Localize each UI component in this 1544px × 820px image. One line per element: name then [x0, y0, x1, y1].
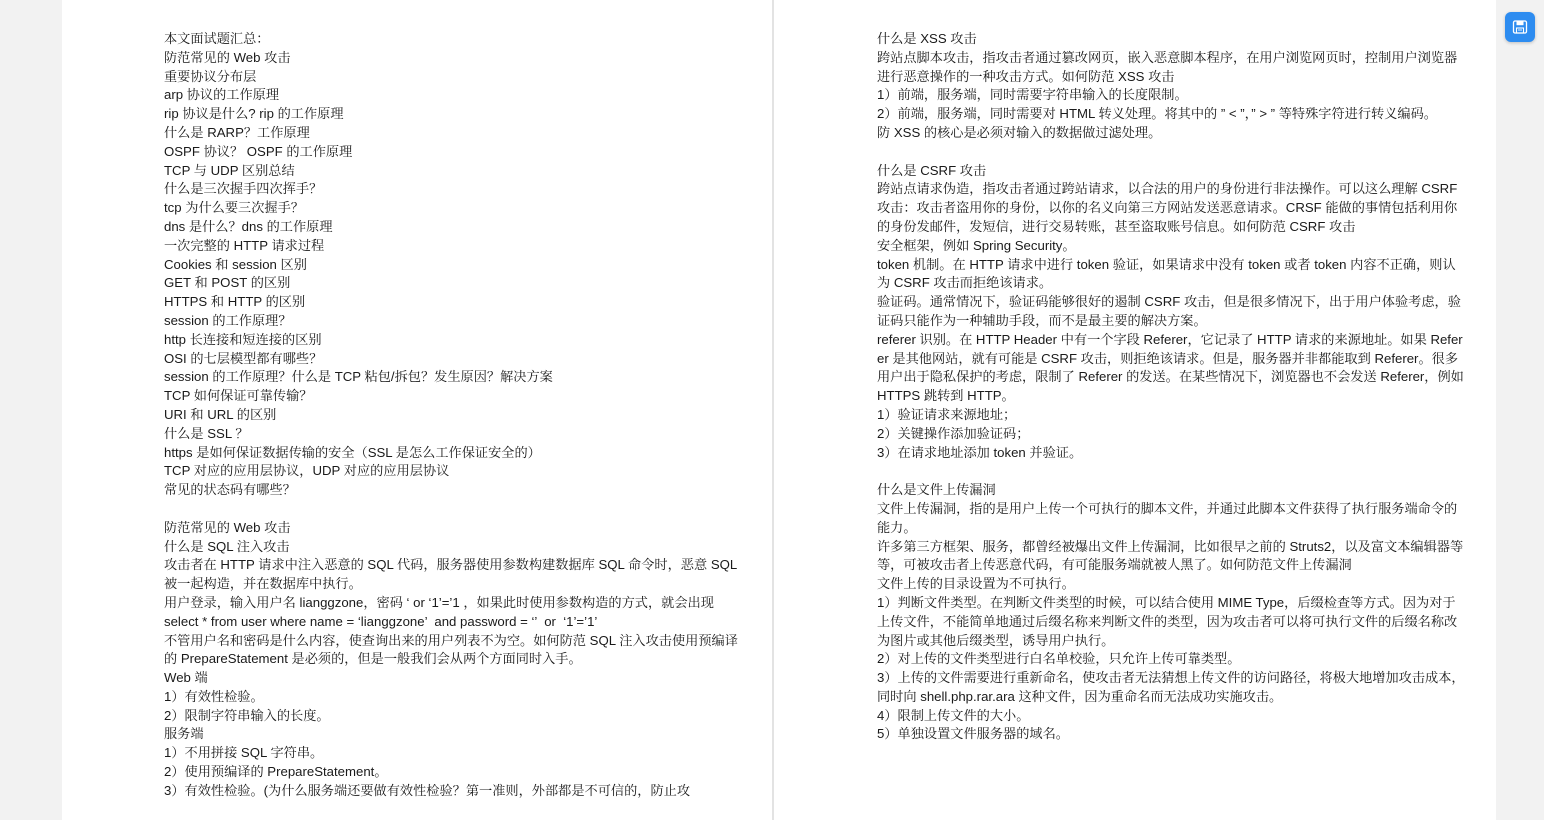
document-page-right	[774, 0, 1496, 820]
text-line: 2）限制字符串输入的长度。	[164, 707, 330, 723]
text-line: 1）验证请求来源地址；	[877, 406, 1017, 422]
text-line: OSI 的七层模型都有哪些？	[164, 350, 323, 366]
text-line: 2）对上传的文件类型进行白名单校验，只允许上传可靠类型。	[877, 651, 1241, 667]
text-line: http 长连接和短连接的区别	[164, 331, 322, 347]
text-line: 防范常见的 Web 攻击	[164, 49, 291, 65]
paragraph-spacer	[877, 462, 1467, 481]
text-line: session 的工作原理？什么是 TCP 粘包/拆包？发生原因？解决方案	[164, 369, 553, 385]
text-line: 许多第三方框架、服务，都曾经被爆出文件上传漏洞，比如很早之前的 Struts2，以及富文本编辑器等等，可被攻击者上传恶意代码，有可能服务端就被人黑了。如何防范文件上传漏洞	[877, 538, 1464, 573]
text-line: 什么是文件上传漏洞	[877, 482, 996, 498]
right-column-text	[877, 30, 1467, 744]
text-line: 2）前端，服务端，同时需要对 HTML 转义处理。将其中的 ” < ”，” > ” 等特殊字符进行转义编码。	[877, 106, 1437, 122]
document-page-left	[62, 0, 772, 820]
text-line: 3）上传的文件需要进行重新命名，使攻击者无法猜想上传文件的访问路径，将极大地增加攻击成本，同时向 shell.php.rar.ara 这种文件，因为重命名而无法成功实施攻击。	[877, 670, 1465, 704]
text-line: 1）不用拼接 SQL 字符串。	[164, 745, 324, 761]
text-line: 什么是 XSS 攻击	[877, 31, 977, 46]
text-line: 3）在请求地址添加 token 并验证。	[877, 444, 1083, 460]
left-column-text	[164, 30, 739, 801]
text-line: 跨站点请求伪造，指攻击者通过跨站请求，以合法的用户的身份进行非法操作。可以这么理解 CSRF 攻击：攻击者盗用你的身份，以你的名义向第三方网站发送恶意请求。CRSF 能做的事情包括利用你的身份发邮件，发短信，进行交易转账，甚至盗取账号信息。如何防范 CSRF 攻击	[877, 181, 1461, 234]
vertical-scrollbar[interactable]	[1536, 0, 1544, 820]
text-line: GET 和 POST 的区别	[164, 275, 291, 291]
save-document-icon	[1512, 19, 1528, 35]
text-line: tcp 为什么要三次握手？	[164, 200, 304, 216]
text-line: rip 协议是什么? rip 的工作原理	[164, 106, 344, 122]
text-line: 攻击者在 HTTP 请求中注入恶意的 SQL 代码，服务器使用参数构建数据库 SQL 命令时，恶意 SQL 被一起构造，并在数据库中执行。	[164, 557, 741, 592]
text-line: dns 是什么？dns 的工作原理	[164, 218, 333, 234]
text-line: session 的工作原理？	[164, 312, 292, 328]
text-line: https 是如何保证数据传输的安全（SSL 是怎么工作保证安全的）	[164, 444, 541, 460]
text-line: 防 XSS 的核心是必须对输入的数据做过滤处理。	[877, 124, 1162, 140]
text-line: Cookies 和 session 区别	[164, 256, 307, 272]
text-line: 1）判断文件类型。在判断文件类型的时候，可以结合使用 MIME Type，后缀检查等方式。因为对于上传文件，不能简单地通过后缀名称来判断文件的类型，因为攻击者可以将可执行文件的后缀名称改为图片或其他后缀类型，诱导用户执行。	[877, 594, 1458, 648]
text-line: referer 识别。在 HTTP Header 中有一个字段 Referer，它记录了 HTTP 请求的来源地址。如果 Referer 是其他网站，就有可能是 CSRF 攻击，则拒绝该请求。但是，服务器并非都能取到 Referer。很多用户出于隐私保护的考虑，限制了 Referer 的发送。在某些情况下，浏览器也不会发送 Referer，例如 HTTPS 跳转到 HTTP。	[877, 331, 1468, 404]
text-line: 服务端	[164, 726, 204, 742]
text-line: Web 端	[164, 670, 208, 686]
text-line: select * from user where name = ‘lianggzone’ and password = ‘’ or ‘1’=’1’	[164, 613, 598, 629]
left-gutter	[0, 0, 62, 820]
text-line: TCP 如何保证可靠传输？	[164, 388, 313, 404]
text-line: 常见的状态码有哪些？	[164, 482, 296, 498]
text-line: TCP 对应的应用层协议，UDP 对应的应用层协议	[164, 463, 450, 479]
text-line: 文件上传漏洞，指的是用户上传一个可执行的脚本文件，并通过此脚本文件获得了执行服务端命令的能力。	[877, 500, 1458, 535]
text-line: 什么是 SQL 注入攻击	[164, 538, 290, 554]
text-line: 1）有效性检验。	[164, 688, 264, 704]
text-line: 2）关键操作添加验证码；	[877, 425, 1030, 441]
text-line: 什么是 SSL ？	[164, 425, 249, 441]
text-line: URI 和 URL 的区别	[164, 406, 277, 422]
text-line: HTTPS 和 HTTP 的区别	[164, 294, 306, 310]
text-line: 防范常见的 Web 攻击	[164, 519, 291, 535]
text-line: 什么是 RARP？工作原理	[164, 124, 310, 140]
text-line: 安全框架，例如 Spring Security。	[877, 237, 1076, 253]
text-line: 3）有效性检验。(为什么服务端还要做有效性检验？第一准则，外部都是不可信的，防止攻	[164, 782, 691, 798]
text-line: 什么是 CSRF 攻击	[877, 162, 987, 178]
text-line: 本文面试题汇总：	[164, 31, 270, 46]
text-line: 5）单独设置文件服务器的域名。	[877, 726, 1069, 742]
paragraph-spacer	[164, 500, 739, 519]
text-line: 不管用户名和密码是什么内容，使查询出来的用户列表不为空。如何防范 SQL 注入攻击使用预编译的 PrepareStatement 是必须的，但是一般我们会从两个方面同时入手。	[164, 632, 738, 667]
text-line: 1）前端，服务端，同时需要字符串输入的长度限制。	[877, 87, 1188, 103]
text-line: 用户登录，输入用户名 lianggzone，密码 ‘ or ‘1’=’1 ，如果此时使用参数构造的方式，就会出现	[164, 594, 714, 610]
text-line: 一次完整的 HTTP 请求过程	[164, 237, 325, 253]
text-line: 什么是三次握手四次挥手？	[164, 181, 323, 197]
save-document-button[interactable]	[1505, 12, 1535, 42]
text-line: OSPF 协议？ OSPF 的工作原理	[164, 143, 353, 159]
text-line: 4）限制上传文件的大小。	[877, 707, 1030, 723]
text-line: token 机制。在 HTTP 请求中进行 token 验证，如果请求中没有 token 或者 token 内容不正确，则认为 CSRF 攻击而拒绝该请求。	[877, 256, 1456, 291]
paragraph-spacer	[877, 143, 1467, 162]
text-line: 文件上传的目录设置为不可执行。	[877, 576, 1075, 592]
text-line: TCP 与 UDP 区别总结	[164, 162, 295, 178]
text-line: 重要协议分布层	[164, 68, 257, 84]
text-line: arp 协议的工作原理	[164, 87, 280, 103]
text-line: 2）使用预编译的 PrepareStatement。	[164, 764, 388, 780]
text-line: 跨站点脚本攻击，指攻击者通过篡改网页，嵌入恶意脚本程序，在用户浏览网页时，控制用户浏览器进行恶意操作的一种攻击方式。如何防范 XSS 攻击	[877, 49, 1458, 84]
text-line: 验证码。通常情况下，验证码能够很好的遏制 CSRF 攻击，但是很多情况下，出于用户体验考虑，验证码只能作为一种辅助手段，而不是最主要的解决方案。	[877, 294, 1461, 328]
